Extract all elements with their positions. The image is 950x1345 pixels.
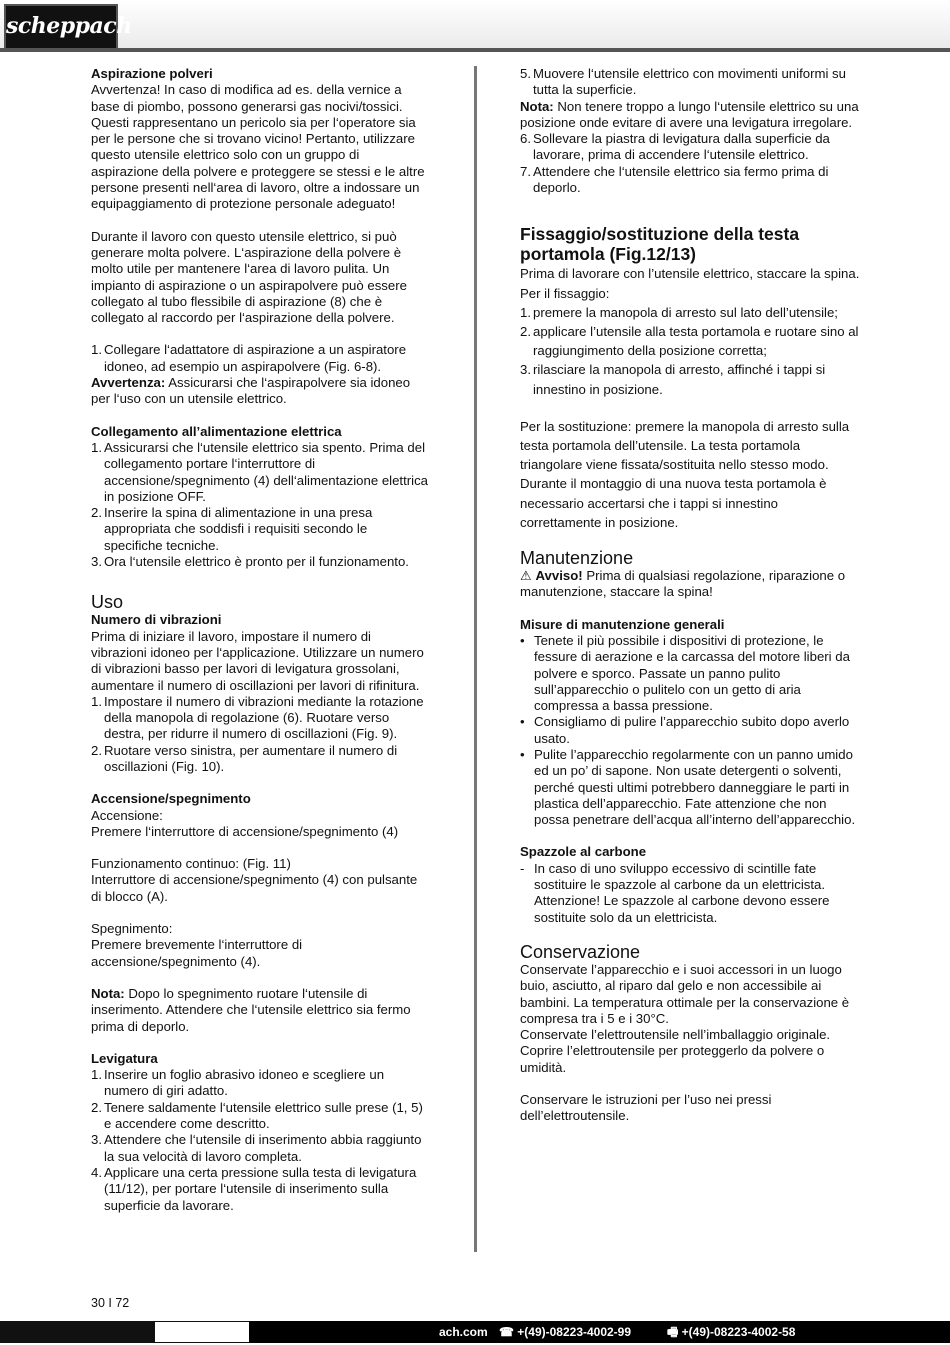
dust-warning: Avvertenza: Assicurarsi che l‘aspirapolvere sia idoneo per l‘uso con un utensile elettrico. xyxy=(91,375,411,407)
note: Nota: Non tenere troppo a lungo l‘utensile elettrico su una posizione onde evitare di avere una levigatura irregolare. xyxy=(520,98,859,130)
phone-text: ☎ +(49)-08223-4002-99 xyxy=(499,1325,632,1339)
list-item: 1. Impostare il numero di vibrazioni mediante la rotazione della manopola di regolazione (6). Ruotare verso destra, per ridurre il numero di oscillazioni (Fig. 9). xyxy=(91,693,424,742)
brand-logo: scheppach xyxy=(4,4,118,50)
list-item: 1. Assicurarsi che l‘utensile elettrico sia spento. Prima del collegamento portare l‘interruttore di accensione/spegnimento (4) dell‘alimentazione elettrica in posizione OFF. xyxy=(91,439,429,504)
vibration-steps xyxy=(91,694,429,775)
on-text: Premere l‘interruttore di accensione/spegnimento (4) xyxy=(91,823,399,839)
on-label: Accensione: xyxy=(91,807,163,823)
power-title: Collegamento all’alimentazione elettrica xyxy=(91,423,342,439)
list-item: - In caso di uno sviluppo eccessivo di scintille fate sostituire le spazzole al carbone da un elettricista. Attenzione! Le spazzole al carbone devono essere sostituite solo da un elettricista. xyxy=(520,860,830,925)
list-item: 3. Attendere che l‘utensile di inserimento abbia raggiunto la sua velocità di lavoro completa. xyxy=(91,1132,422,1164)
general-maintenance-title: Misure di manutenzione generali xyxy=(520,616,725,632)
page-header xyxy=(0,0,950,52)
left-column xyxy=(91,66,429,1214)
list-item: 2. applicare l’utensile alla testa portamola e ruotare sino al raggiungimento della posizione corretta; xyxy=(520,323,859,359)
vibration-paragraph: Prima di iniziare il lavoro, impostare il numero di vibrazioni idoneo per l‘applicazione. Utilizzare un numero di vibrazioni basso per lavori di levigatura grossolani, aumentare il numero di oscillazioni per lavori di rifinitura. xyxy=(91,628,424,693)
list-item: 1. Inserire un foglio abrasivo idoneo e scegliere un numero di giri adatto. xyxy=(91,1067,385,1099)
list-item: 6. Sollevare la piastra di levigatura dalla superficie da lavorare, prima di accendere l‘utensile elettrico. xyxy=(520,131,830,163)
off-label: Spegnimento: xyxy=(91,921,173,937)
list-item: 7. Attendere che l‘utensile elettrico sia fermo prima di deporlo. xyxy=(520,163,829,196)
dust-paragraph-2: Durante il lavoro con questo utensile elettrico, si può generare molta polvere. L‘aspirazione della polvere è molto utile per mantenere l‘area di lavoro pulita. Un impianto di aspirazione o un aspirapolvere può essere collegato al tubo flessibile di aspirazione (8) che è collegato al raccordo per l‘aspirazione della polvere. xyxy=(91,228,407,326)
list-item: • Pulite l’apparecchio regolarmente con un panno umido ed un po’ di sapone. Non usate detergenti o solventi, perché questi ultimi potrebbero danneggiare le parti in plastica dell’apparecchio. Fate attenzione che non possa penetrare dell’acqua all’interno dell’apparecchio. xyxy=(520,746,856,828)
list-item: 1. Collegare l‘adattatore di aspirazione a un aspiratore idoneo, ad esempio un aspirapolvere (Fig. 6-8). xyxy=(91,342,407,374)
list-item: • Tenete il più possibile i dispositivi di protezione, le fessure di aerazione e la carcassa del motore liberi da polvere e sporco. Passate un panno pulito sull’apparecchio o pulitelo con un getto di aria compressa a bassa pressione. xyxy=(520,632,850,714)
list-item: • Consigliamo di pulire l’apparecchio subito dopo averlo usato. xyxy=(520,714,850,746)
column-divider xyxy=(474,66,477,1252)
list-item: 5. Muovere l‘utensile elettrico con movimenti uniformi su tutta la superficie. xyxy=(520,66,846,98)
storage-paragraph-3: Coprire l’elettroutensile per proteggerlo da polvere o umidità. xyxy=(520,1043,825,1075)
right-column xyxy=(520,66,860,1125)
list-item: 1. premere la manopola di arresto sul lato dell’utensile; xyxy=(520,304,838,320)
warning-icon: ⚠ xyxy=(520,568,536,584)
list-item: 2. Tenere saldamente l‘utensile elettrico sulle prese (1, 5) e accendere come descritto. xyxy=(91,1099,423,1132)
storage-paragraph-2: Conservate l’elettroutensile nell’imballaggio originale. xyxy=(520,1027,831,1043)
vibration-title: Numero di vibrazioni xyxy=(91,612,222,628)
off-text: Premere brevemente l‘interruttore di accensione/spegnimento (4). xyxy=(91,937,303,969)
sanding-title: Levigatura xyxy=(91,1050,158,1066)
list-item: 2. Inserire la spina di alimentazione in una presa appropriata che soddisfi i requisiti secondo le specifiche tecniche. xyxy=(91,505,373,553)
sanding-steps xyxy=(91,1067,429,1214)
brushes-title: Spazzole al carbone xyxy=(520,844,647,860)
page-footer xyxy=(0,1321,950,1343)
dust-paragraph-1: Avvertenza! In caso di modifica ad es. della vernice a base di piombo, possono generarsi gas nocivi/tossici. Questi rappresentano un pericolo sia per l‘operatore sia per le persone che si trovano vicino! Pertanto, utilizzare questo utensile elettrico solo con un gruppo di aspirazione della polvere e proteggere se stessi e le altre persone presenti nell‘area di lavoro, oltre a indossare un equipaggiamento di protezione personale adeguato! xyxy=(91,82,425,212)
page-number: 30 I 72 xyxy=(91,1296,130,1310)
header-rule xyxy=(0,48,950,52)
fax-text: 🖷 +(49)-08223-4002-58 xyxy=(667,1325,796,1339)
storage-title: Conservazione xyxy=(520,941,641,962)
list-item: 3. Ora l‘utensile elettrico è pronto per il funzionamento. xyxy=(91,554,409,570)
fix-intro: Prima di lavorare con l’utensile elettrico, staccare la spina. xyxy=(520,266,860,282)
dust-title: Aspirazione polveri xyxy=(91,66,213,81)
list-item: 2. Ruotare verso sinistra, per aumentare il numero di oscillazioni (Fig. 10). xyxy=(91,742,398,774)
continuous-text: Interruttore di accensione/spegnimento (4) con pulsante di blocco (A). xyxy=(91,872,418,904)
website-text: ach.com xyxy=(439,1325,488,1339)
note: Nota: Dopo lo spegnimento ruotare l‘utensile di inserimento. Attendere che l‘utensile elettrico sia fermo prima di deporlo. xyxy=(91,985,411,1034)
replace-paragraph: Per la sostituzione: premere la manopola di arresto sulla testa portamola dell’utensile. La testa portamola triangolare viene fissata/sostituita nello stesso modo. Durante il montaggio di una nuova testa portamola è necessario accertarsi che i tappi si innestino correttamente in posizione. xyxy=(520,418,850,530)
continuous-label: Funzionamento continuo: (Fig. 11) xyxy=(91,856,291,872)
onoff-title: Accensione/spegnimento xyxy=(91,791,251,807)
fix-title: Fissaggio/sostituzione della testa portamola (Fig.12/13) xyxy=(520,224,800,265)
list-item: 3. rilasciare la manopola di arresto, affinché i tappi si innestino in posizione. xyxy=(520,362,826,397)
use-title: Uso xyxy=(91,592,124,613)
fix-label: Per il fissaggio: xyxy=(520,285,610,301)
storage-paragraph-1: Conservate l’apparecchio e i suoi accessori in un luogo buio, asciutto, al riparo dal gelo e non accessibile ai bambini. La temperatura ottimale per la conservazione è compresa tra i 5 e i 30°C. xyxy=(520,961,850,1026)
maintenance-title: Manutenzione xyxy=(520,548,634,569)
list-item: 4. Applicare una certa pressione sulla testa di levigatura (11/12), per portare l‘utensile di inserimento sulla superficie da lavorare. xyxy=(91,1164,417,1213)
maintenance-warning: ⚠ Avviso! Prima di qualsiasi regolazione, riparazione o manutenzione, staccare la spina! xyxy=(520,568,846,600)
power-steps xyxy=(91,440,429,570)
storage-paragraph-4: Conservare le istruzioni per l’uso nei pressi dell’elettroutensile. xyxy=(520,1092,772,1124)
